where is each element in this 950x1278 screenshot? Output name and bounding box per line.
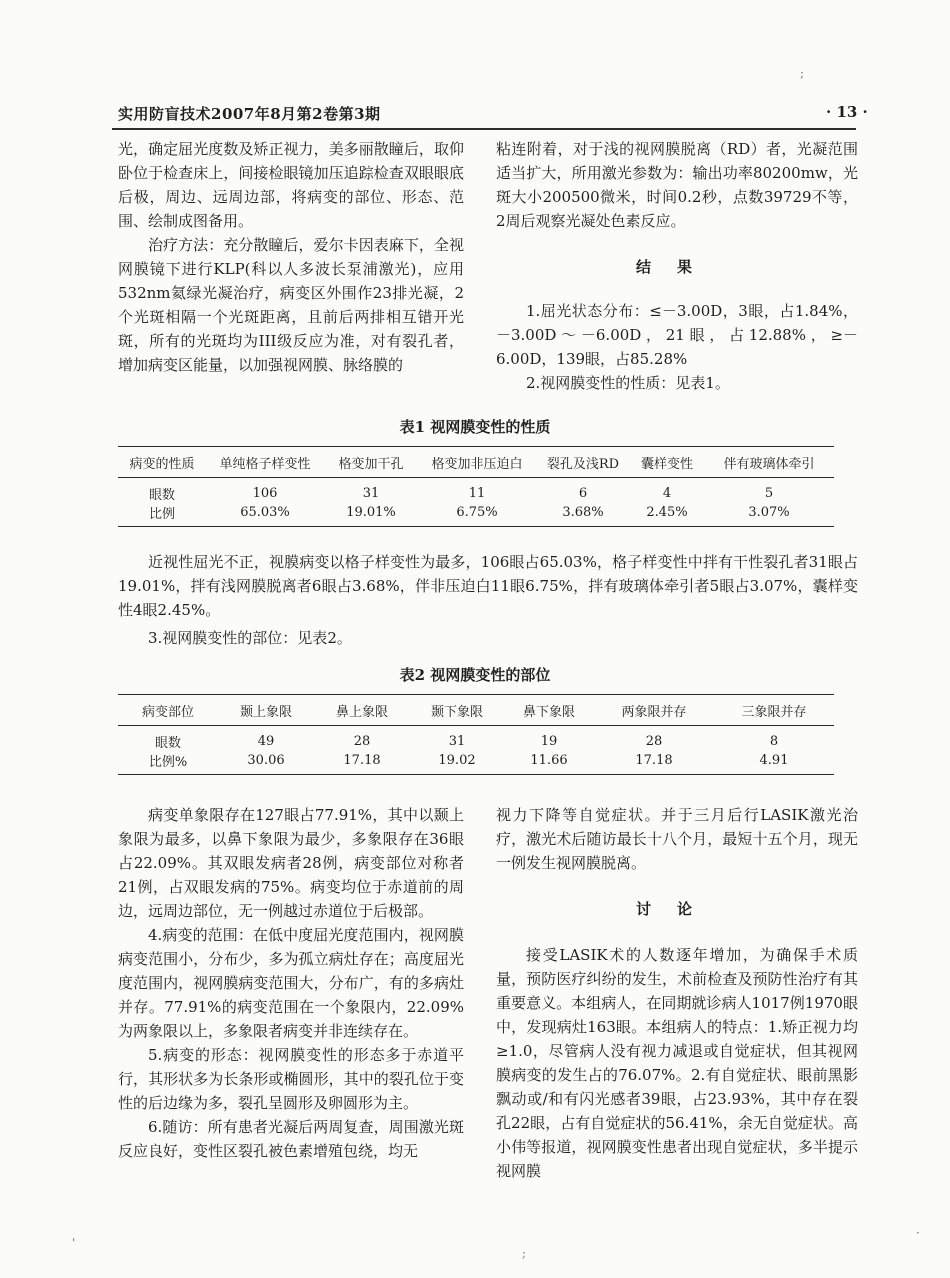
top-left-column — [118, 137, 464, 377]
table-cell: 3.68% — [562, 505, 604, 520]
table1-header-cell: 病变的性质 — [129, 456, 195, 472]
table-cell: 28 — [353, 734, 371, 749]
table-cell: 28 — [645, 734, 663, 749]
table-cell: 4.91 — [759, 753, 789, 768]
table2-header-cell: 三象限并存 — [741, 704, 807, 720]
followup-item: 6.随访：所有患者光凝后两周复查，周围激光斑反应良好，变性区裂孔被色素增殖包绕，均无 — [118, 1118, 464, 1160]
table-row — [118, 503, 834, 527]
table2-caption: 表2 视网膜变性的部位 — [399, 666, 551, 684]
table-cell: 19.01% — [346, 505, 396, 520]
refraction-item: 1.屈光状态分布：≤－3.00D，3眼，占1.84%，－3.00D～－6.00D，21眼，占12.88%，≥－6.00D，139眼，占85.28% — [496, 302, 858, 368]
table-cell: 11.66 — [530, 753, 568, 768]
table2-header-row — [118, 695, 834, 726]
table-cell: 11 — [468, 486, 486, 501]
table1-header-cell: 伴有玻璃体牵引 — [723, 456, 815, 472]
scan-mark: · — [916, 1226, 920, 1240]
table-cell: 眼数 — [154, 736, 181, 751]
table1-header-cell: 囊样变性 — [640, 456, 693, 472]
table1-header-row — [118, 447, 834, 478]
nature-summary-paragraph: 近视性屈光不正，视膜病变以格子样变性为最多，106眼占65.03%，格子样变性中拌有干性裂孔者31眼占19.01%，拌有浅网膜脱离者6眼占3.68%，伴非压迫白11眼6.75%，拌有玻璃体牵引者5眼占3.07%，囊样变性4眼2.45%。 — [118, 553, 858, 619]
table-cell: 106 — [252, 486, 278, 501]
results-heading: 结果 — [635, 258, 718, 276]
table1-header-cell: 裂孔及浅RD — [546, 456, 620, 472]
table-cell: 17.18 — [635, 753, 673, 768]
discussion-heading: 讨论 — [635, 900, 718, 918]
table1-caption: 表1 视网膜变性的性质 — [399, 418, 551, 436]
table-row — [118, 726, 834, 752]
table2-header-cell: 两象限并存 — [621, 704, 687, 720]
table1-header-cell: 单纯格子样变性 — [219, 456, 311, 472]
table-cell: 8 — [769, 734, 779, 749]
table2 — [118, 694, 834, 775]
journal-header: 实用防盲技术2007年8月第2卷第3期 — [118, 105, 381, 123]
page-number: · 13 · — [826, 103, 868, 121]
location-item: 3.视网膜变性的部位：见表2。 — [148, 629, 352, 647]
table1 — [118, 446, 834, 527]
table2-header-cell: 颞下象限 — [430, 704, 483, 720]
table-cell: 65.03% — [240, 505, 290, 520]
table-cell: 4 — [662, 486, 672, 501]
bottom-right-column — [496, 803, 858, 1183]
treatment-paragraph: 治疗方法：充分散瞳后，爱尔卡因表麻下，全视网膜镜下进行KLP(科以人多波长泵浦激光)，应用532nm氦绿光凝治疗，病变区外围作23排光凝，2个光斑相隔一个光斑距离，且前后两排相互错开光斑，所有的光斑均为III级反应为准，对有裂孔者，增加病变区能量，以加强视网膜、脉络膜的 — [118, 236, 464, 374]
table-row — [118, 751, 834, 775]
scan-mark: ' — [72, 1236, 76, 1250]
mid-block — [118, 550, 858, 650]
table2-header-cell: 颞上象限 — [239, 704, 292, 720]
followup-continuation: 视力下降等自觉症状。并于三月后行LASIK激光治疗，激光术后随访最长十八个月，最短十五个月，现无一例发生视网膜脱离。 — [496, 806, 858, 872]
method-paragraph: 光，确定屈光度数及矫正视力，美多丽散瞳后，取仰卧位于检查床上，间接检眼镜加压追踪检查双眼眼底后极，周边、远周边部，将病变的部位、形态、范围、绘制成图备用。 — [118, 140, 464, 230]
table-cell: 6 — [578, 486, 588, 501]
extent-item: 4.病变的范围：在低中度屈光度范围内，视网膜病变范围小，分布少，多为孤立病灶存在；高度屈光度范围内，视网膜病变范围大，分布广，有的多病灶并存。77.91%的病变范围在一个象限内，22.09%为两象限以上，多象限者病变并非连续存在。 — [118, 926, 464, 1040]
table-cell: 31 — [448, 734, 466, 749]
top-right-column — [496, 137, 858, 395]
table1-header-cell: 格变加干孔 — [338, 456, 404, 472]
laser-params-paragraph: 粘连附着，对于浅的视网膜脱离（RD）者，光凝范围适当扩大，所用激光参数为：输出功率80200mw，光斑大小200500微米，时间0.2秒，点数39729不等，2周后观察光凝处色素反应。 — [496, 140, 858, 230]
quadrant-summary-paragraph: 病变单象限存在127眼占77.91%，其中以颞上象限为最多，以鼻下象限为最少，多象限存在36眼占22.09%。其双眼发病者28例，病变部位对称者21例，占双眼发病的75%。病变均位于赤道前的周边，远周边部位，无一例越过赤道位于后极部。 — [118, 806, 464, 920]
table-row — [118, 478, 834, 504]
table-cell: 19 — [540, 734, 558, 749]
bottom-left-column — [118, 803, 464, 1163]
table-cell: 5 — [764, 486, 774, 501]
table-cell: 31 — [362, 486, 380, 501]
morphology-item: 5.病变的形态：视网膜变性的形态多于赤道平行，其形状多为长条形或椭圆形，其中的裂孔位于变性的后边缘为多，裂孔呈圆形及卵圆形为主。 — [118, 1046, 464, 1112]
discussion-paragraph: 接受LASIK术的人数逐年增加，为确保手术质量，预防医疗纠纷的发生，术前检查及预防性治疗有其重要意义。本组病人，在同期就诊病人1017例1970眼中，发现病灶163眼。本组病人的特点：1.矫正视力均≥1.0，尽管病人没有视力减退或自觉症状，但其视网膜病变的发生占的76.07%。2.有自觉症状、眼前黑影飘动或/和有闪光感者39眼，占23.93%，其中存在裂孔22眼，占有自觉症状的56.41%，余无自觉症状。高小伟等报道，视网膜变性患者出现自觉症状，多半提示视网膜 — [496, 946, 858, 1180]
table-cell: 比例 — [148, 507, 175, 522]
table-cell: 6.75% — [456, 505, 498, 520]
nature-item: 2.视网膜变性的性质：见表1。 — [526, 374, 730, 392]
table1-header-cell: 格变加非压迫白 — [431, 456, 523, 472]
table-cell: 比例% — [148, 755, 188, 770]
table-cell: 17.18 — [343, 753, 381, 768]
table-cell: 30.06 — [247, 753, 285, 768]
table-cell: 19.02 — [438, 753, 476, 768]
table-cell: 2.45% — [646, 505, 688, 520]
table-cell: 眼数 — [148, 488, 175, 503]
table2-header-cell: 鼻上象限 — [335, 704, 388, 720]
scan-mark: ; — [800, 66, 805, 80]
table-cell: 3.07% — [748, 505, 790, 520]
table2-header-cell: 病变部位 — [141, 704, 194, 720]
header-rule — [112, 128, 856, 130]
scan-mark: ; — [522, 1246, 527, 1260]
table-cell: 49 — [257, 734, 275, 749]
table2-header-cell: 鼻下象限 — [522, 704, 575, 720]
